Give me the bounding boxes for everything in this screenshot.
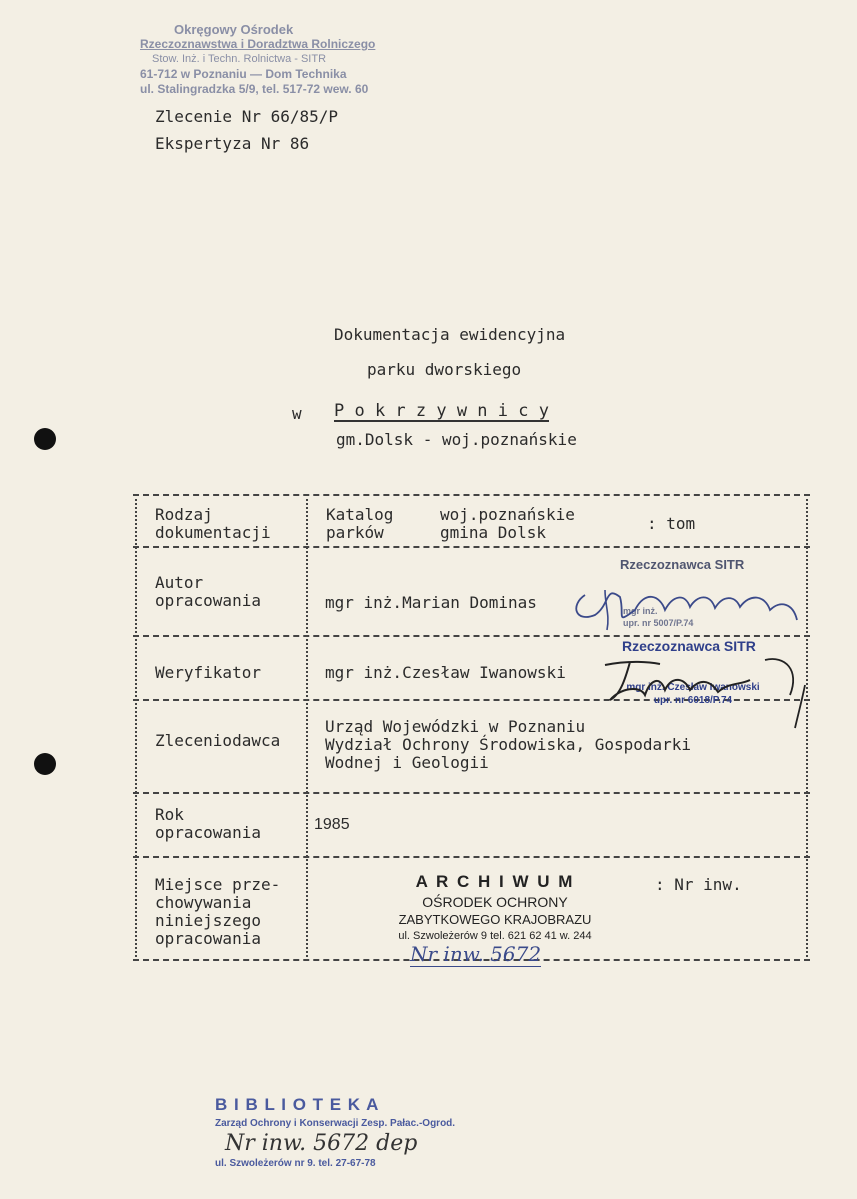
archive-stamp <box>380 872 610 942</box>
library-title: B I B L I O T E K A <box>215 1095 380 1114</box>
row-divider <box>133 546 810 548</box>
doc-title-line-2: parku dworskiego <box>367 360 522 379</box>
value-volume: : tom <box>647 514 696 533</box>
value-verifier: mgr inż.Czesław Iwanowski <box>325 663 566 682</box>
archive-title: A R C H I W U M <box>415 872 575 891</box>
stamp-line-3: Stow. Inż. i Techn. Rolnictwa - SITR <box>152 53 327 65</box>
verifier-signature <box>590 640 820 730</box>
stamp-line-5: ul. Stalingradzka 5/9, tel. 517-72 wew. 60 <box>140 82 369 96</box>
value-catalog: Katalog parków <box>326 505 394 542</box>
label-client: Zleceniodawca <box>155 731 281 750</box>
order-number: Zlecenie Nr 66/85/P <box>155 107 339 126</box>
value-year: 1985 <box>314 816 350 833</box>
value-inventory: : Nr inw. <box>655 875 742 894</box>
table-border <box>133 494 810 496</box>
author-stamp-sub: mgr inż. upr. nr 5007/P.74 <box>623 606 694 628</box>
verifier-stamp-sub: mgr inż. Czesław Iwanowski upr. nr 6018/P.74 <box>626 682 760 706</box>
doc-title-prefix: w <box>292 404 302 423</box>
label-storage: Miejsce prze- chowywania niniejszego opracowania <box>155 875 281 948</box>
expertise-number: Ekspertyza Nr 86 <box>155 134 310 153</box>
library-line-4: ul. Szwoleżerów nr 9. tel. 27-67-78 <box>215 1158 376 1169</box>
author-signature <box>565 575 805 635</box>
row-divider <box>133 856 810 858</box>
library-handwritten: Nr inw. 5672 dep <box>225 1131 418 1156</box>
stamp-line-2: Rzeczoznawstwa i Doradztwa Rolniczego <box>140 37 376 51</box>
column-divider <box>306 494 308 961</box>
doc-title-location: gm.Dolsk - woj.poznańskie <box>336 430 577 449</box>
author-stamp: Rzeczoznawca SITR <box>620 557 745 572</box>
stamp-line-1: Okręgowy Ośrodek <box>174 22 294 37</box>
doc-title-line-1: Dokumentacja ewidencyjna <box>334 325 566 344</box>
archive-handwritten-number: Nr inw. 5672 <box>410 942 542 966</box>
value-author: mgr inż.Marian Dominas <box>325 593 537 612</box>
value-client: Urząd Wojewódzki w Poznaniu Wydział Ochrony Środowiska, Gospodarki Wodnej i Geologii <box>325 717 692 772</box>
institution-stamp <box>140 22 375 97</box>
archive-line-4: ul. Szwoleżerów 9 tel. 621 62 41 w. 244 <box>398 930 592 942</box>
punch-hole-top <box>34 428 56 450</box>
verifier-stamp: Rzeczoznawca SITR <box>622 638 756 654</box>
archive-line-2: OŚRODEK OCHRONY <box>422 894 568 910</box>
archive-line-3: ZABYTKOWEGO KRAJOBRAZU <box>398 912 592 927</box>
stamp-line-4: 61-712 w Poznaniu — Dom Technika <box>140 67 347 81</box>
label-doc-type: Rodzaj dokumentacji <box>155 505 271 542</box>
value-region: woj.poznańskie gmina Dolsk <box>440 505 575 542</box>
label-year: Rok opracowania <box>155 805 261 842</box>
label-verifier: Weryfikator <box>155 663 261 682</box>
library-stamp <box>215 1095 455 1169</box>
row-divider <box>133 792 810 794</box>
column-divider <box>135 494 137 961</box>
label-author: Autor opracowania <box>155 573 261 610</box>
punch-hole-bottom <box>34 753 56 775</box>
library-line-2: Zarząd Ochrony i Konserwacji Zesp. Pałac.-Ogrod. <box>215 1118 456 1129</box>
doc-title-place: P o k r z y w n i c y <box>334 401 549 421</box>
row-divider <box>133 635 810 637</box>
